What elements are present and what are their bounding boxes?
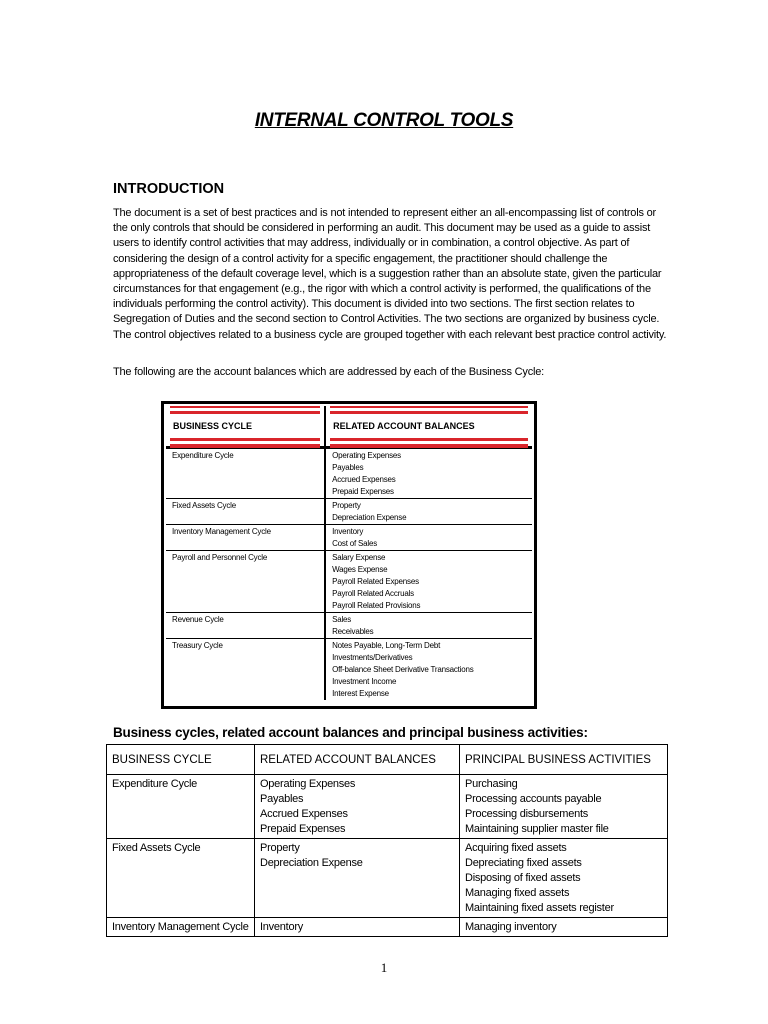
activity-item: Managing inventory — [465, 921, 557, 933]
balance-item: Inventory — [332, 527, 364, 536]
header-related-balances: RELATED ACCOUNT BALANCES — [255, 745, 460, 775]
balance-item: Payables — [260, 793, 304, 805]
cycle-cell: Inventory Management Cycle — [166, 525, 325, 551]
page-number: 1 — [380, 960, 388, 975]
header-cell — [325, 406, 532, 448]
cycle-cell: Revenue Cycle — [166, 613, 325, 639]
cycle-cell: Payroll and Personnel Cycle — [166, 551, 325, 613]
balance-item: Prepaid Expenses — [260, 823, 346, 835]
table-row — [107, 839, 668, 918]
header-cell — [166, 406, 325, 448]
table-row — [107, 775, 668, 839]
intro-line: circumstances for that engagement (e.g., the rigor with which a control activity is performed, the qualifications of the — [113, 283, 651, 296]
balances-cell — [325, 613, 532, 639]
intro-line: individuals performing the control activity). This document is divided into two sections. The first section relates to — [113, 298, 635, 311]
balance-item: Payroll Related Accruals — [332, 589, 414, 598]
balance-item: Sales — [332, 615, 352, 624]
intro-line: The document is a set of best practices and is not intended to represent either an all-encompassing list of controls or — [113, 207, 657, 219]
activity-item: Depreciating fixed assets — [465, 857, 582, 869]
following-text: The following are the account balances which are addressed by each of the Business Cycle: — [113, 366, 545, 378]
table-row — [166, 448, 532, 499]
balance-item: Interest Expense — [332, 689, 389, 698]
table-row — [166, 639, 532, 701]
table-header-row — [166, 406, 532, 448]
balance-item: Payables — [332, 463, 364, 472]
introduction-heading: INTRODUCTION — [113, 181, 225, 197]
cycle-text: Expenditure Cycle — [112, 778, 198, 790]
activity-item: Maintaining supplier master file — [465, 823, 609, 835]
intro-line: The control objectives related to a business cycle are grouped together with each relevant best practice control activity. — [113, 328, 667, 341]
balance-item: Investments/Derivatives — [332, 653, 413, 662]
balances-cell — [325, 448, 532, 499]
balance-item: Accrued Expenses — [260, 808, 348, 820]
balance-item: Notes Payable, Long-Term Debt — [332, 641, 441, 650]
header-business-cycle: BUSINESS CYCLE — [170, 411, 320, 441]
balance-item: Receivables — [332, 627, 374, 636]
introduction-paragraph — [113, 206, 673, 343]
activity-item: Managing fixed assets — [465, 887, 570, 899]
table-row — [166, 525, 532, 551]
balances-cell — [325, 525, 532, 551]
account-balances-table — [166, 406, 532, 700]
balance-item: Property — [332, 501, 361, 510]
balance-item: Property — [260, 842, 300, 854]
balances-cell — [325, 499, 532, 525]
header-business-cycle: BUSINESS CYCLE — [107, 745, 255, 775]
balance-item: Operating Expenses — [332, 451, 401, 460]
activity-item: Maintaining fixed assets register — [465, 902, 614, 914]
balance-item: Prepaid Expenses — [332, 487, 394, 496]
activity-item: Purchasing — [465, 778, 518, 790]
table-row — [166, 551, 532, 613]
activities-cell — [460, 775, 668, 839]
balance-item: Investment Income — [332, 677, 397, 686]
cycle-text: Fixed Assets Cycle — [112, 842, 201, 854]
activity-item: Acquiring fixed assets — [465, 842, 567, 854]
balances-cell — [255, 775, 460, 839]
activity-item: Processing accounts payable — [465, 793, 602, 805]
table-row — [166, 613, 532, 639]
balance-item: Salary Expense — [332, 553, 386, 562]
table-row — [107, 918, 668, 937]
intro-line: the only controls that should be considered in performing an audit. This document may be used as a guide to assist — [113, 222, 651, 235]
balance-item: Payroll Related Expenses — [332, 577, 419, 586]
cycle-cell — [107, 918, 255, 937]
document-title: INTERNAL CONTROL TOOLS — [254, 110, 514, 131]
balances-cell — [325, 639, 532, 701]
activity-item: Disposing of fixed assets — [465, 872, 581, 884]
balance-item: Off-balance Sheet Derivative Transactions — [332, 665, 474, 674]
intro-line: considering the design of a control activity for a specific engagement, the practitioner should challenge the — [113, 252, 608, 265]
business-activities-table — [106, 744, 668, 937]
balance-item: Payroll Related Provisions — [332, 601, 421, 610]
header-related-balances: RELATED ACCOUNT BALANCES — [330, 411, 528, 441]
balance-item: Depreciation Expense — [260, 857, 363, 869]
table-caption: Business cycles, related account balances and principal business activities: — [113, 725, 588, 740]
cycle-cell: Fixed Assets Cycle — [166, 499, 325, 525]
cycle-cell: Treasury Cycle — [166, 639, 325, 701]
intro-line: users to identify control activities that may address, individually or in combination, a control objective. As part of — [113, 237, 630, 250]
activities-cell — [460, 839, 668, 918]
balance-item: Wages Expense — [332, 565, 388, 574]
intro-line: appropriateness of the default coverage level, which is a suggestion rather than an absolute state, given the particular — [113, 267, 662, 280]
cycle-cell — [107, 775, 255, 839]
balances-cell — [255, 839, 460, 918]
balance-item: Accrued Expenses — [332, 475, 396, 484]
balance-item: Inventory — [260, 921, 303, 933]
intro-line: Segregation of Duties and the second section to Control Activities. The two sections are organized by business cycle. — [113, 313, 660, 326]
balance-item: Cost of Sales — [332, 539, 378, 548]
balance-item: Depreciation Expense — [332, 513, 407, 522]
header-principal-activities: PRINCIPAL BUSINESS ACTIVITIES — [460, 745, 668, 775]
cycle-text: Inventory Management Cycle — [112, 921, 249, 933]
balances-cell — [255, 918, 460, 937]
table-header-row — [107, 745, 668, 775]
table-row — [166, 499, 532, 525]
cycle-cell: Expenditure Cycle — [166, 448, 325, 499]
balances-cell — [325, 551, 532, 613]
cycle-cell — [107, 839, 255, 918]
balance-item: Operating Expenses — [260, 778, 356, 790]
activities-cell — [460, 918, 668, 937]
activity-item: Processing disbursements — [465, 808, 589, 820]
